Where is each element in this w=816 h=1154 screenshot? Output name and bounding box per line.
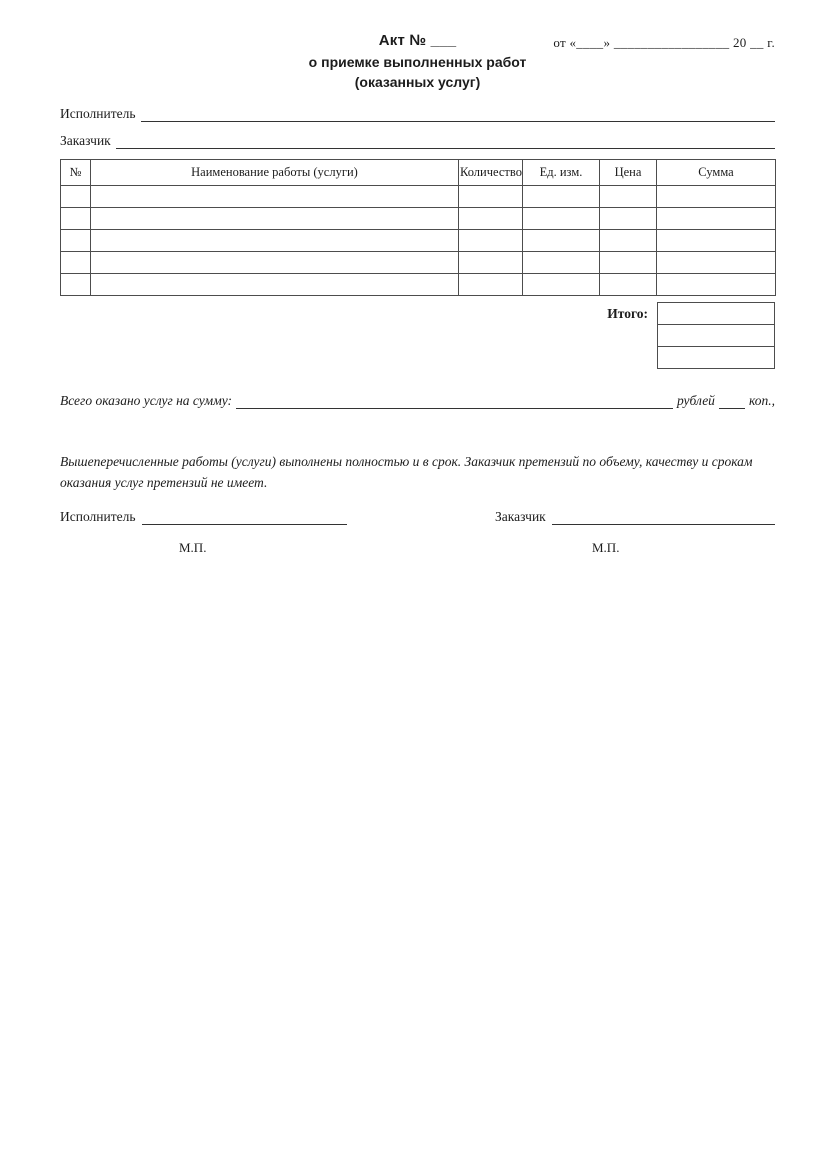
table-cell xyxy=(658,347,775,369)
table-cell xyxy=(459,252,523,274)
table-cell xyxy=(523,230,600,252)
table-row xyxy=(61,230,776,252)
col-header-quantity: Количество xyxy=(459,160,523,186)
table-cell xyxy=(61,230,91,252)
table-cell xyxy=(91,208,459,230)
works-table-header-row xyxy=(61,160,776,186)
table-row xyxy=(61,274,776,296)
table-cell xyxy=(658,303,775,325)
currency-word: рублей xyxy=(676,393,715,408)
table-cell xyxy=(459,186,523,208)
signature-row xyxy=(60,509,775,525)
totals-label: Итого: xyxy=(607,306,648,321)
amount-blank-line xyxy=(236,393,673,409)
table-cell xyxy=(91,186,459,208)
col-header-price: Цена xyxy=(600,160,657,186)
works-table-body xyxy=(61,186,776,296)
table-cell xyxy=(523,274,600,296)
table-cell xyxy=(600,252,657,274)
table-cell xyxy=(657,274,776,296)
kopeck-word: коп., xyxy=(748,393,775,408)
amount-prefix: Всего оказано услуг на сумму: xyxy=(60,393,233,408)
table-cell xyxy=(657,208,776,230)
act-subtitle-line2: (оказанных услуг) xyxy=(354,74,481,90)
act-date-line: от «____» _________________ 20 __ г. xyxy=(553,35,775,50)
table-cell xyxy=(91,274,459,296)
table-cell xyxy=(459,230,523,252)
stamp-label-right: М.П. xyxy=(592,540,620,555)
act-title: Акт № ___ xyxy=(378,32,457,49)
acceptance-statement: Вышеперечисленные работы (услуги) выполнены полностью и в срок. Заказчик претензий по объему, качеству и срокам оказания услуг претензий не имеет. xyxy=(60,454,753,490)
table-row xyxy=(658,325,775,347)
table-cell xyxy=(91,230,459,252)
executor-signature-block xyxy=(60,509,347,525)
customer-field-line xyxy=(60,133,775,149)
col-header-name: Наименование работы (услуги) xyxy=(91,160,459,186)
totals-table xyxy=(657,302,775,369)
amount-line xyxy=(60,393,775,409)
executor-field-line xyxy=(60,106,775,122)
customer-blank-line xyxy=(116,133,775,149)
table-row xyxy=(61,252,776,274)
table-row xyxy=(658,303,775,325)
table-cell xyxy=(459,208,523,230)
stamp-row xyxy=(60,540,775,556)
customer-signature-label: Заказчик xyxy=(495,509,546,524)
executor-label: Исполнитель xyxy=(60,106,136,121)
table-cell xyxy=(600,186,657,208)
executor-blank-line xyxy=(141,106,775,122)
table-cell xyxy=(523,208,600,230)
table-cell xyxy=(61,252,91,274)
executor-signature-label: Исполнитель xyxy=(60,509,136,524)
title-row xyxy=(60,32,775,52)
table-cell xyxy=(657,252,776,274)
table-row xyxy=(61,208,776,230)
customer-signature-block xyxy=(495,509,775,525)
totals-section xyxy=(60,302,775,369)
customer-signature-line xyxy=(552,509,775,525)
col-header-sum: Сумма xyxy=(657,160,776,186)
table-cell xyxy=(523,186,600,208)
table-cell xyxy=(657,230,776,252)
table-cell xyxy=(61,208,91,230)
col-header-unit: Ед. изм. xyxy=(523,160,600,186)
table-cell xyxy=(61,274,91,296)
table-cell xyxy=(658,325,775,347)
executor-signature-line xyxy=(142,509,347,525)
table-row xyxy=(61,186,776,208)
table-cell xyxy=(61,186,91,208)
table-cell xyxy=(523,252,600,274)
works-table xyxy=(60,159,776,296)
table-cell xyxy=(600,230,657,252)
table-cell xyxy=(600,208,657,230)
table-cell xyxy=(657,186,776,208)
col-header-num: № xyxy=(61,160,91,186)
stamp-label-left: М.П. xyxy=(179,540,207,555)
table-cell xyxy=(600,274,657,296)
act-subtitle-line1: о приемке выполненных работ xyxy=(308,54,527,70)
customer-label: Заказчик xyxy=(60,133,111,148)
table-cell xyxy=(459,274,523,296)
table-row xyxy=(658,347,775,369)
totals-table-body xyxy=(658,303,775,369)
table-cell xyxy=(91,252,459,274)
kopeck-blank-line xyxy=(719,393,745,409)
